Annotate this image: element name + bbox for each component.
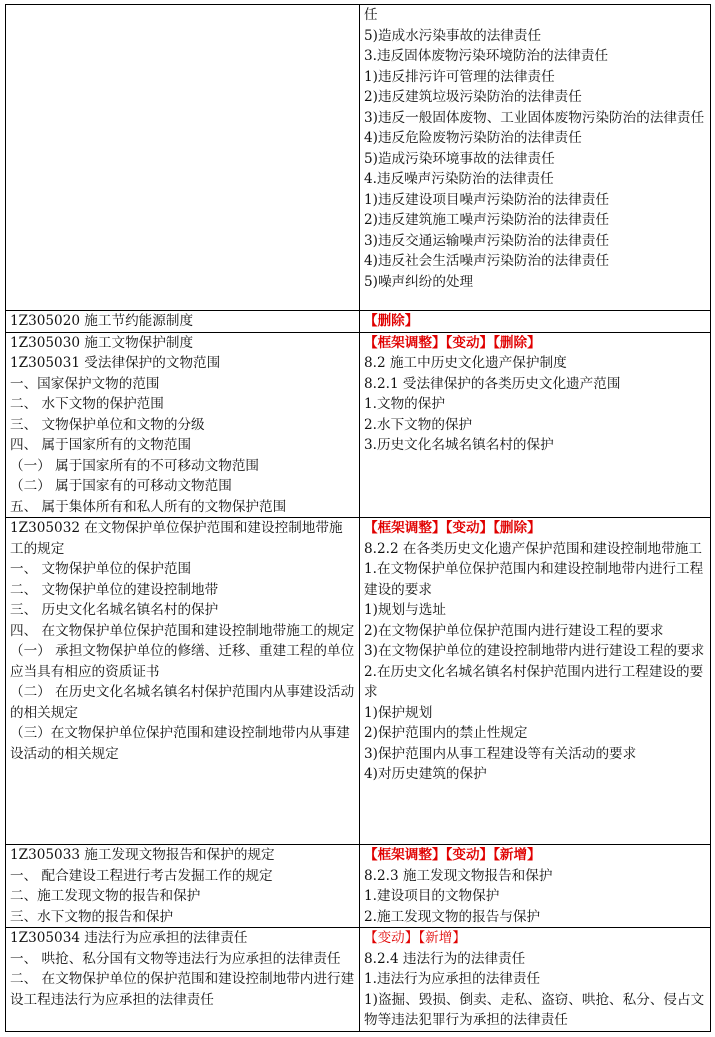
old-outline-line: 三、 历史文化名城名镇名村的保护 <box>10 602 219 618</box>
old-outline-line: 二、 在文物保护单位的保护范围和建设控制地带内进行建设工程违法行为应承担的法律责任 <box>10 971 355 1008</box>
new-outline-line: 1.在文物保护单位保护范围内和建设控制地带内进行工程建设的要求 <box>364 561 704 598</box>
new-outline-cell <box>360 845 711 928</box>
table-body <box>6 5 711 1032</box>
new-outline-line: 5)造成污染环境事故的法律责任 <box>364 150 555 167</box>
new-outline-cell <box>360 518 711 845</box>
old-outline-line: 二、施工发现文物的报告和保护 <box>10 888 201 904</box>
old-outline-line: 四、 属于国家所有的文物范围 <box>10 437 192 453</box>
old-outline-line: 1Z305034 违法行为应承担的法律责任 <box>10 930 248 946</box>
change-tags: 【删除】 <box>364 313 419 329</box>
new-outline-line: 1)规划与选址 <box>364 602 446 618</box>
old-outline-cell <box>6 332 360 518</box>
new-outline-line: 1.文物的保护 <box>364 396 445 412</box>
new-outline-line: 2)违反建筑垃圾污染防治的法律责任 <box>364 89 582 105</box>
old-outline-cell <box>6 311 360 333</box>
new-outline-line: 1)保护规划 <box>364 704 433 721</box>
new-outline-line: 1)违反排污许可管理的法律责任 <box>364 68 555 85</box>
new-outline-line: 4.违反噪声污染防治的法律责任 <box>364 171 554 187</box>
old-outline-line: 1Z305020 施工节约能源制度 <box>10 313 194 329</box>
old-outline-line: 一、 文物保护单位的保护范围 <box>10 561 192 577</box>
new-outline-line: 4)对历史建筑的保护 <box>364 766 487 782</box>
new-outline-line: 2.水下文物的保护 <box>364 416 473 433</box>
change-tags: 【框架调整】【变动】【删除】 <box>364 334 541 351</box>
old-outline-line: 1Z305030 施工文物保护制度 <box>10 334 194 351</box>
old-outline-line: 一、国家保护文物的范围 <box>10 375 160 392</box>
new-outline-line: 2)违反建筑施工噪声污染防治的法律责任 <box>364 212 610 228</box>
new-outline-line: 3)保护范围内从事工程建设等有关活动的要求 <box>364 745 637 762</box>
new-outline-line: 3.历史文化名城名镇名村的保护 <box>364 437 554 453</box>
table-row <box>6 311 711 333</box>
new-outline-line: 5)噪声纠纷的处理 <box>364 273 474 290</box>
new-outline-line: 任 <box>364 7 378 23</box>
old-outline-line: 二、 水下文物的保护范围 <box>10 396 164 412</box>
old-outline-line: 三、水下文物的报告和保护 <box>10 908 174 925</box>
old-outline-line: 三、 文物保护单位和文物的分级 <box>10 416 205 433</box>
old-outline-cell <box>6 845 360 928</box>
new-outline-line: 8.2.1 受法律保护的各类历史文化遗产范围 <box>364 375 621 392</box>
old-outline-line: 一、 配合建设工程进行考古发掘工作的规定 <box>10 867 273 884</box>
new-outline-cell <box>360 311 711 333</box>
old-outline-cell <box>6 5 360 311</box>
old-outline-line: 1Z305033 施工发现文物报告和保护的规定 <box>10 847 275 863</box>
new-outline-cell <box>360 928 711 1032</box>
new-outline-line: 8.2.4 违法行为的法律责任 <box>364 950 526 967</box>
new-outline-line: 2.施工发现文物的报告与保护 <box>364 908 541 925</box>
change-tags: 【框架调整】【变动】【删除】 <box>364 520 541 536</box>
new-outline-line: 3.违反固体废物污染环境防治的法律责任 <box>364 48 609 64</box>
new-outline-line: 3)违反交通运输噪声污染防治的法律责任 <box>364 232 610 249</box>
change-tags: 【框架调整】【变动】【新增】 <box>364 847 541 863</box>
new-outline-line: 4)违反危险废物污染防治的法律责任 <box>364 130 582 146</box>
old-outline-line: （二） 在历史文化名城名镇名村保护范围内从事建设活动的相关规定 <box>10 684 355 721</box>
old-outline-line: （一） 承担文物保护单位的修缮、迁移、重建工程的单位应当具有相应的资质证书 <box>10 643 355 680</box>
new-outline-line: 4)违反社会生活噪声污染防治的法律责任 <box>364 253 610 269</box>
old-outline-line: 二、 文物保护单位的建设控制地带 <box>10 581 219 598</box>
old-outline-cell <box>6 928 360 1032</box>
change-tags: 【变动】【新增】 <box>364 930 466 946</box>
new-outline-line: 5)造成水污染事故的法律责任 <box>364 27 542 44</box>
new-outline-line: 1.违法行为应承担的法律责任 <box>364 971 541 987</box>
table-row <box>6 518 711 845</box>
table-row <box>6 332 711 518</box>
old-outline-line: （一） 属于国家所有的不可移动文物范围 <box>10 457 260 474</box>
new-outline-line: 8.2.3 施工发现文物报告和保护 <box>364 867 553 884</box>
new-outline-line: 3)违反一般固体废物、工业固体废物污染防治的法律责任 <box>364 109 705 126</box>
new-outline-line: 1)盗掘、毁损、倒卖、走私、盗窃、哄抢、私分、侵占文物等违法犯罪行为承担的法律责任 <box>364 991 705 1028</box>
new-outline-line: 1)违反建设项目噪声污染防治的法律责任 <box>364 191 610 208</box>
new-outline-cell <box>360 5 711 311</box>
table-row <box>6 928 711 1032</box>
table-row <box>6 845 711 928</box>
new-outline-line: 2)保护范围内的禁止性规定 <box>364 725 528 741</box>
table-row <box>6 5 711 311</box>
old-outline-line: （二） 属于国家有的可移动文物范围 <box>10 478 232 494</box>
new-outline-line: 2.在历史文化名城名镇名村保护范围内进行工程建设的要求 <box>364 663 704 700</box>
old-outline-line: 1Z305032 在文物保护单位保护范围和建设控制地带施工的规定 <box>10 520 343 557</box>
old-outline-cell <box>6 518 360 845</box>
old-outline-line: 1Z305031 受法律保护的文物范围 <box>10 355 221 371</box>
new-outline-line: 8.2 施工中历史文化遗产保护制度 <box>364 355 567 371</box>
new-outline-line: 2)在文物保护单位保护范围内进行建设工程的要求 <box>364 622 664 639</box>
new-outline-cell <box>360 332 711 518</box>
new-outline-line: 3)在文物保护单位的建设控制地带内进行建设工程的要求 <box>364 643 705 659</box>
new-outline-line: 1.建设项目的文物保护 <box>364 888 500 904</box>
old-outline-line: 四、 在文物保护单位保护范围和建设控制地带施工的规定 <box>10 622 355 639</box>
old-outline-line: 五、 属于集体所有和私人所有的文物保护范围 <box>10 498 287 515</box>
old-outline-line: （三）在文物保护单位保护范围和建设控制地带内从事建设活动的相关规定 <box>10 725 350 762</box>
old-outline-line: 一、 哄抢、私分国有文物等违法行为应承担的法律责任 <box>10 950 341 967</box>
new-outline-line: 8.2.2 在各类历史文化遗产保护范围和建设控制地带施工 <box>364 540 702 557</box>
comparison-table <box>5 4 711 1032</box>
